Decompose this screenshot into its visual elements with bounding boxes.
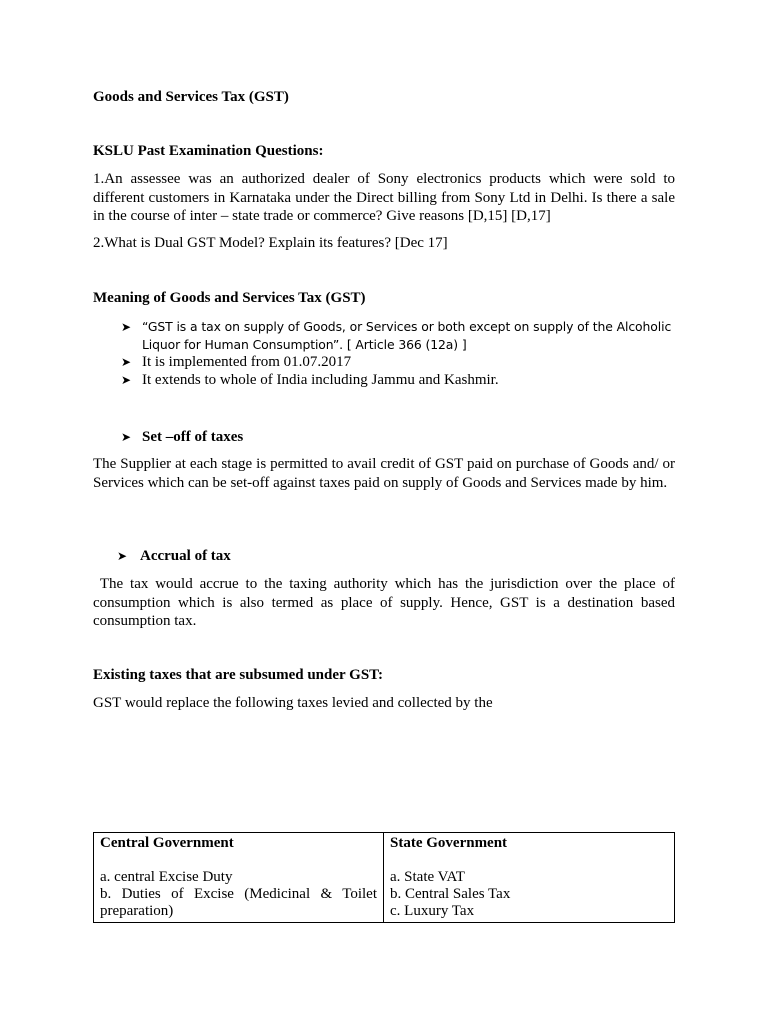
- setoff-heading-bullet: [121, 428, 521, 446]
- state-government-header: State Government: [390, 835, 508, 851]
- accrual-heading-bullet: [117, 547, 517, 565]
- state-government-cell: [384, 833, 675, 923]
- document-title: Goods and Services Tax (GST): [93, 89, 289, 105]
- subsumed-heading: Existing taxes that are subsumed under GST:: [93, 667, 384, 683]
- arrow-bullet-icon: ➤: [121, 320, 132, 334]
- question-1: 1.An assessee was an authorized dealer of Sony electronics products which were sold to different customers in Karnataka under the Direct billing from Sony Ltd in Delhi. Is there a sale in the course of inter – state trade or commerce? Give reasons [D,15] [D,17]: [93, 171, 675, 224]
- gst-definition-text: “GST is a tax on supply of Goods, or Services or both except on supply of the Alcoholic Liquor for Human Consumption”. [ Article 366 (12a) ]: [142, 319, 672, 352]
- setoff-heading: Set –off of taxes: [142, 429, 244, 445]
- state-item: c. Luxury Tax: [390, 903, 475, 919]
- meaning-bullet-3: [121, 371, 681, 389]
- meaning-bullet-1: [121, 318, 681, 354]
- central-government-cell: [94, 833, 384, 923]
- accrual-heading: Accrual of tax: [140, 548, 231, 564]
- state-item: b. Central Sales Tax: [390, 886, 511, 902]
- extent-text: It extends to whole of India including Jammu and Kashmir.: [142, 372, 499, 388]
- arrow-bullet-icon: ➤: [121, 373, 132, 387]
- central-government-header: Central Government: [100, 835, 234, 851]
- setoff-paragraph: The Supplier at each stage is permitted to avail credit of GST paid on purchase of Goods and/ or Services which can be set-off against taxes paid on supply of Goods and Services made by him.: [93, 456, 675, 491]
- meaning-heading: Meaning of Goods and Services Tax (GST): [93, 290, 366, 306]
- implementation-date-text: It is implemented from 01.07.2017: [142, 354, 352, 370]
- subsumed-intro: GST would replace the following taxes levied and collected by the: [93, 695, 493, 711]
- table-row: [94, 833, 675, 923]
- accrual-paragraph: The tax would accrue to the taxing authority which has the jurisdiction over the place of consumption which is also termed as place of supply. Hence, GST is a destination based consumption tax.: [93, 576, 679, 629]
- arrow-bullet-icon: ➤: [121, 430, 132, 444]
- arrow-bullet-icon: ➤: [117, 549, 128, 563]
- question-2: 2.What is Dual GST Model? Explain its features? [Dec 17]: [93, 235, 448, 251]
- past-questions-heading: KSLU Past Examination Questions:: [93, 143, 324, 159]
- central-item: b. Duties of Excise (Medicinal & Toilet preparation): [100, 886, 377, 919]
- state-item: a. State VAT: [390, 869, 465, 885]
- subsumed-taxes-table: [93, 832, 675, 923]
- central-item: a. central Excise Duty: [100, 869, 233, 885]
- arrow-bullet-icon: ➤: [121, 355, 132, 369]
- meaning-bullet-2: [121, 353, 681, 371]
